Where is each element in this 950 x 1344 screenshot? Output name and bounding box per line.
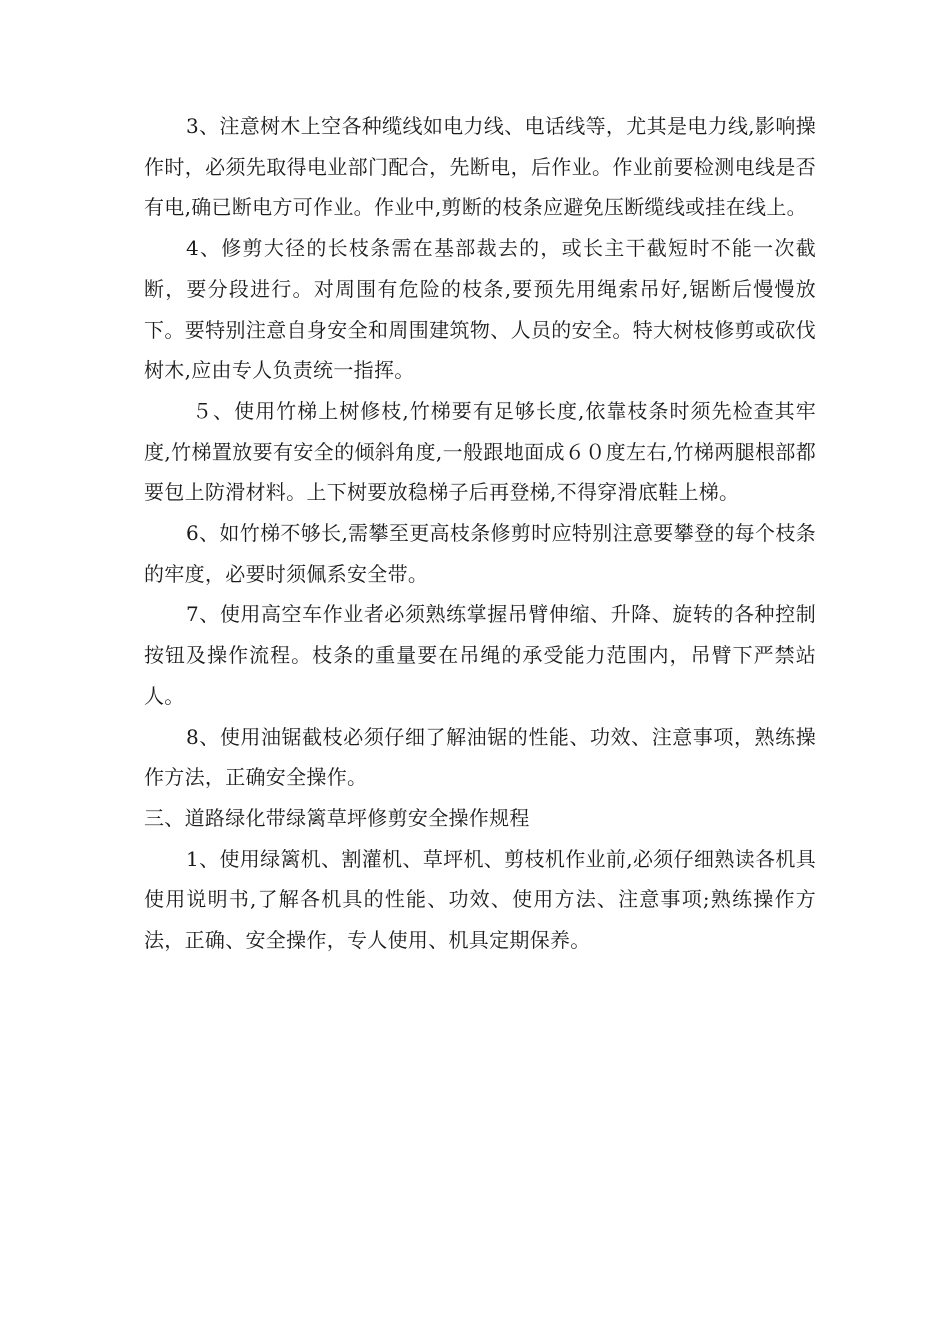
paragraph-item-8: 8、使用油锯截枝必须仔细了解油锯的性能、功效、注意事项，熟练操作方法，正确安全操作。 [144,724,816,790]
document-page [144,106,816,961]
paragraph-item-4: 4、修剪大径的长枝条需在基部裁去的，或长主干截短时不能一次截断，要分段进行。对周围有危险的枝条,要预先用绳索吊好,锯断后慢慢放下。要特别注意自身安全和周围建筑物、人员的安全。特大树枝修剪或砍伐树木,应由专人负责统一指挥。 [144,236,816,383]
paragraph-item-7: 7、使用高空车作业者必须熟练掌握吊臂伸缩、升降、旋转的各种控制按钮及操作流程。枝条的重量要在吊绳的承受能力范围内，吊臂下严禁站人。 [144,602,816,708]
paragraph-item-6: 6、如竹梯不够长,需攀至更高枝条修剪时应特别注意要攀登的每个枝条的牢度，必要时须佩系安全带。 [144,521,816,586]
paragraph-item-5: ５、使用竹梯上树修枝,竹梯要有足够长度,依靠枝条时须先检查其牢度,竹梯置放要有安全的倾斜角度,一般跟地面成６０度左右,竹梯两腿根部都要包上防滑材料。上下树要放稳梯子后再登梯,不得穿滑底鞋上梯。 [144,398,816,505]
paragraph-item-3: 3、注意树木上空各种缆线如电力线、电话线等，尤其是电力线,影响操作时，必须先取得电业部门配合，先断电，后作业。作业前要检测电线是否有电,确已断电方可作业。作业中,剪断的枝条应避免压断缆线或挂在线上。 [144,114,816,220]
section-paragraph-item-1: 1、使用绿篱机、割灌机、草坪机、剪枝机作业前,必须仔细熟读各机具使用说明书,了解各机具的性能、功效、使用方法、注意事项;熟练操作方法，正确、安全操作，专人使用、机具定期保养。 [144,846,816,953]
section-heading: 三、道路绿化带绿篱草坪修剪安全操作规程 [144,805,530,830]
